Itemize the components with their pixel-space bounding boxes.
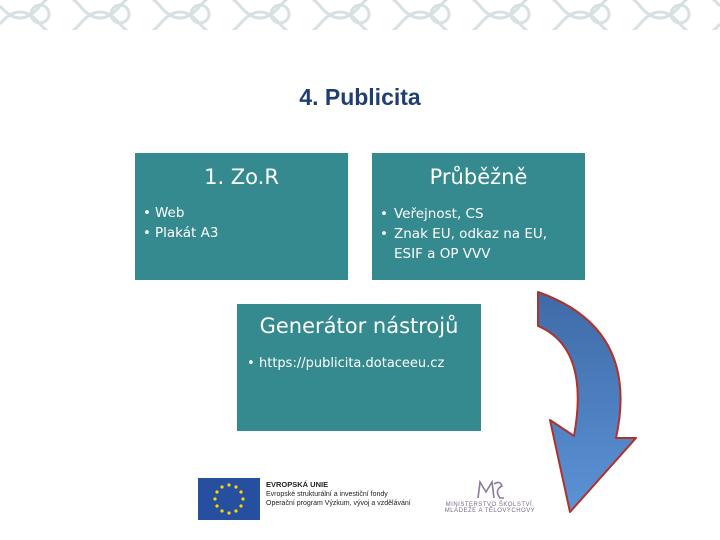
slide-title: 4. Publicita: [299, 84, 421, 110]
list-item: • Znak EU, odkaz na EU, ESIF a OP VVV: [380, 226, 548, 262]
box-zor: [135, 153, 348, 280]
publicita-link[interactable]: https://publicita.dotaceeu.cz: [259, 356, 445, 371]
list-item[interactable]: • https://publicita.dotaceeu.cz: [247, 356, 445, 371]
eu-flag-icon: [198, 478, 260, 520]
box-prubezne-list: [380, 204, 579, 264]
curved-arrow-icon: [530, 288, 650, 518]
list-item: • Web: [143, 205, 185, 221]
box-zor-heading: 1. Zo.R: [204, 165, 279, 189]
msmt-logo-text: MINISTERSTVO ŠKOLSTVÍ, MLÁDEŽE A TĚLOVÝCHOVY: [444, 502, 536, 514]
box-zor-list: [143, 203, 218, 243]
eu-logo-text: EVROPSKÁ UNIE Evropské strukturální a investiční fondy Operační program Výzkum, vývoj a vzdělávání: [266, 480, 411, 507]
decorative-banner: [0, 0, 720, 30]
box-generator: [237, 304, 481, 431]
box-prubezne: [372, 153, 585, 280]
list-item: • Veřejnost, CS: [380, 206, 484, 222]
list-item: • Plakát A3: [143, 225, 219, 241]
msmt-emblem-icon: [442, 478, 538, 502]
box-prubezne-heading: Průběžně: [429, 165, 528, 189]
msmt-logo: [442, 478, 538, 522]
box-generator-list: [247, 354, 444, 374]
box-generator-heading: Generátor nástrojů: [259, 314, 459, 338]
footer-logos: [198, 478, 538, 522]
